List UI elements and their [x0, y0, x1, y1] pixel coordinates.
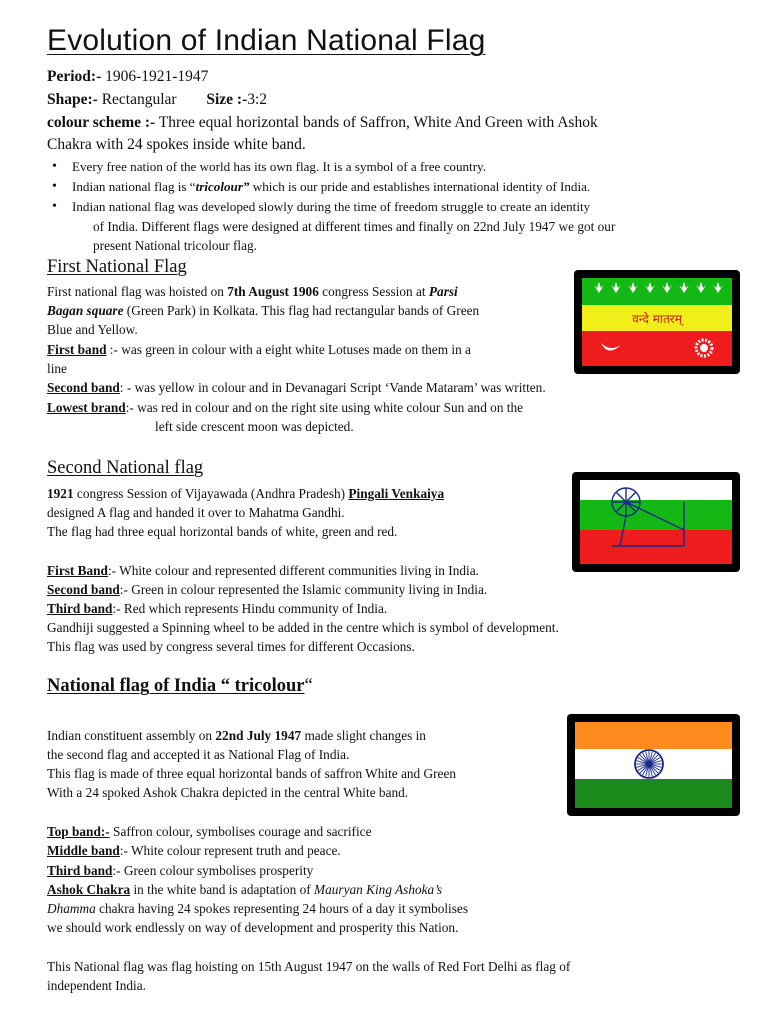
shape-label: Shape:-: [47, 91, 98, 108]
text-span: (Green Park) in Kolkata. This flag had rectangular bands of Green: [123, 303, 480, 318]
bullet-emphasis: tricolour”: [195, 179, 250, 194]
band-label: Ashok Chakra: [47, 882, 131, 897]
second-flag-heading: Second National flag: [47, 458, 204, 478]
size-label: Size :-: [206, 91, 248, 108]
band-label: Lowest brand: [47, 400, 126, 415]
period-line: [47, 66, 208, 88]
date-bold: 7th August 1906: [227, 284, 319, 299]
third-band-line: [47, 861, 313, 881]
second-flag-line-5: This flag was used by congress several times for different Occasions.: [47, 639, 415, 654]
first-flag-line-1: [47, 282, 458, 302]
second-flag-image: [572, 472, 740, 572]
year-bold: 1921: [47, 486, 74, 501]
closing-line-2: independent India.: [47, 978, 146, 993]
first-flag-heading: First National Flag: [47, 257, 187, 277]
band-label: First Band: [47, 563, 108, 578]
text-span: congress Session of Vijayawada (Andhra Pradesh): [73, 486, 349, 501]
tricolour-line-3: This flag is made of three equal horizontal bands of saffron White and Green: [47, 766, 456, 781]
band-text: Saffron colour, symbolises courage and sacrifice: [109, 824, 372, 839]
red-band: [582, 331, 732, 366]
text-span: congress Session at: [318, 284, 429, 299]
text-span: made slight changes in: [301, 728, 426, 743]
tricolour-flag-svg: [567, 714, 740, 816]
bullet-text-pre: Indian national flag is “: [72, 179, 196, 194]
band-label: Third band: [47, 601, 113, 616]
band-text: :- White colour and represented different communities living in India.: [107, 563, 479, 578]
second-third-band-line: [47, 599, 387, 619]
shape-line: [47, 89, 267, 111]
band-text: : - was yellow in colour and in Devanagari Script ‘Vande Mataram’ was written.: [119, 380, 546, 395]
bullet-item-3-line-2: of India. Different flags were designed at different times and finally on 22nd July 1947 we got our: [93, 219, 616, 234]
second-flag-line-3: The flag had three equal horizontal bands of white, green and red.: [47, 524, 398, 539]
tricolour-heading-text: National flag of India “ tricolour: [47, 676, 305, 696]
text-span: chakra having 24 spokes representing 24 hours of a day it symbolises: [95, 901, 469, 916]
text-span: in the white band is adaptation of: [130, 882, 315, 897]
band-text: :- was red in colour and on the right site using white colour Sun and on the: [125, 400, 524, 415]
bullet-item-3: [72, 197, 590, 217]
second-second-band-line: [47, 580, 487, 600]
tricolour-heading: [47, 676, 313, 697]
place-emphasis: Bagan square: [47, 303, 124, 318]
first-flag-image: [574, 270, 740, 374]
closing-line-1: This National flag was flag hoisting on 15th August 1947 on the walls of Red Fort Delhi as flag of: [47, 959, 571, 974]
colour-scheme-line-2: Chakra with 24 spokes inside white band.: [47, 136, 306, 153]
band-label: Top band:-: [47, 824, 110, 839]
band-text: :- Green colour symbolises prosperity: [112, 863, 314, 878]
band-text: :- White colour represent truth and peace.: [119, 843, 341, 858]
band-text: :- was green in colour with a eight white Lotuses made on them in a: [106, 342, 471, 357]
colour-scheme-value: Three equal horizontal bands of Saffron, White And Green with Ashok: [155, 114, 598, 131]
designer-name: Pingali Venkaiya: [348, 486, 445, 501]
first-flag-line-3: Blue and Yellow.: [47, 322, 138, 337]
text-span: First national flag was hoisted on: [47, 284, 228, 299]
band-label: First band: [47, 342, 107, 357]
colour-scheme-line: [47, 112, 598, 134]
tricolour-line-1: [47, 726, 426, 746]
top-band-line: [47, 822, 371, 842]
second-flag-line-4: Gandhiji suggested a Spinning wheel to be added in the centre which is symbol of development.: [47, 620, 559, 635]
band-label: Second band: [47, 380, 120, 395]
shape-value: Rectangular: [97, 91, 177, 108]
date-bold: 22nd July 1947: [215, 728, 302, 743]
ashoka-chakra-icon: [635, 750, 663, 778]
size-value: 3:2: [247, 91, 268, 108]
page-title: Evolution of Indian National Flag: [47, 24, 486, 57]
calcutta-flag-svg: [574, 270, 740, 374]
text-span: Indian constituent assembly on: [47, 728, 216, 743]
bullet-item-1: [72, 157, 486, 177]
swaraj-flag-svg: [572, 472, 740, 572]
band-label: Middle band: [47, 843, 120, 858]
bullet-text-post: which is our pride and establishes international identity of India.: [249, 179, 591, 194]
period-value: 1906-1921-1947: [101, 68, 209, 85]
second-first-band-line: [47, 561, 479, 581]
text-emphasis: Dhamma: [47, 901, 96, 916]
band-label: Second band: [47, 582, 120, 597]
bullet-text: Every free nation of the world has its own flag. It is a symbol of a free country.: [72, 159, 487, 174]
second-band-line: [47, 378, 546, 398]
tricolour-heading-quote: “: [304, 676, 313, 696]
green-band: [575, 779, 732, 808]
second-flag-line-2: designed A flag and handed it over to Mahatma Gandhi.: [47, 505, 345, 520]
lowest-band-line-2: left side crescent moon was depicted.: [155, 419, 354, 434]
band-label: Third band: [47, 863, 113, 878]
bullet-text-1: Indian national flag was developed slowly during the time of freedom struggle to create an identity: [72, 199, 591, 214]
tricolour-line-2: the second flag and accepted it as National Flag of India.: [47, 747, 350, 762]
lowest-band-line: [47, 398, 523, 418]
text-emphasis: Mauryan King Ashoka’s: [314, 882, 443, 897]
green-band: [580, 500, 732, 530]
first-band-line-2: line: [47, 361, 67, 376]
colour-scheme-label: colour scheme :-: [47, 114, 156, 131]
first-band-line: [47, 340, 471, 360]
middle-band-line: [47, 841, 341, 861]
tricolour-flag-image: [567, 714, 740, 816]
red-band: [580, 530, 732, 564]
bullet-item-2: [72, 177, 590, 197]
white-band: [580, 480, 732, 500]
ashok-chakra-line-1: [47, 880, 442, 900]
band-text: :- Green in colour represented the Islamic community living in India.: [119, 582, 488, 597]
vande-mataram-text: वन्दे मातरम्: [632, 312, 682, 326]
first-flag-line-2: [47, 301, 479, 321]
place-emphasis: Parsi: [428, 284, 458, 299]
saffron-band: [575, 722, 732, 749]
ashok-chakra-line-3: we should work endlessly on way of development and prosperity this Nation.: [47, 920, 459, 935]
green-band: [582, 278, 732, 305]
band-text: :- Red which represents Hindu community of India.: [112, 601, 388, 616]
second-flag-line-1: [47, 484, 444, 504]
bullet-item-3-line-3: present National tricolour flag.: [93, 238, 257, 253]
tricolour-line-4: With a 24 spoked Ashok Chakra depicted in the central White band.: [47, 785, 409, 800]
period-label: Period:-: [47, 68, 102, 85]
ashok-chakra-line-2: [47, 899, 468, 919]
